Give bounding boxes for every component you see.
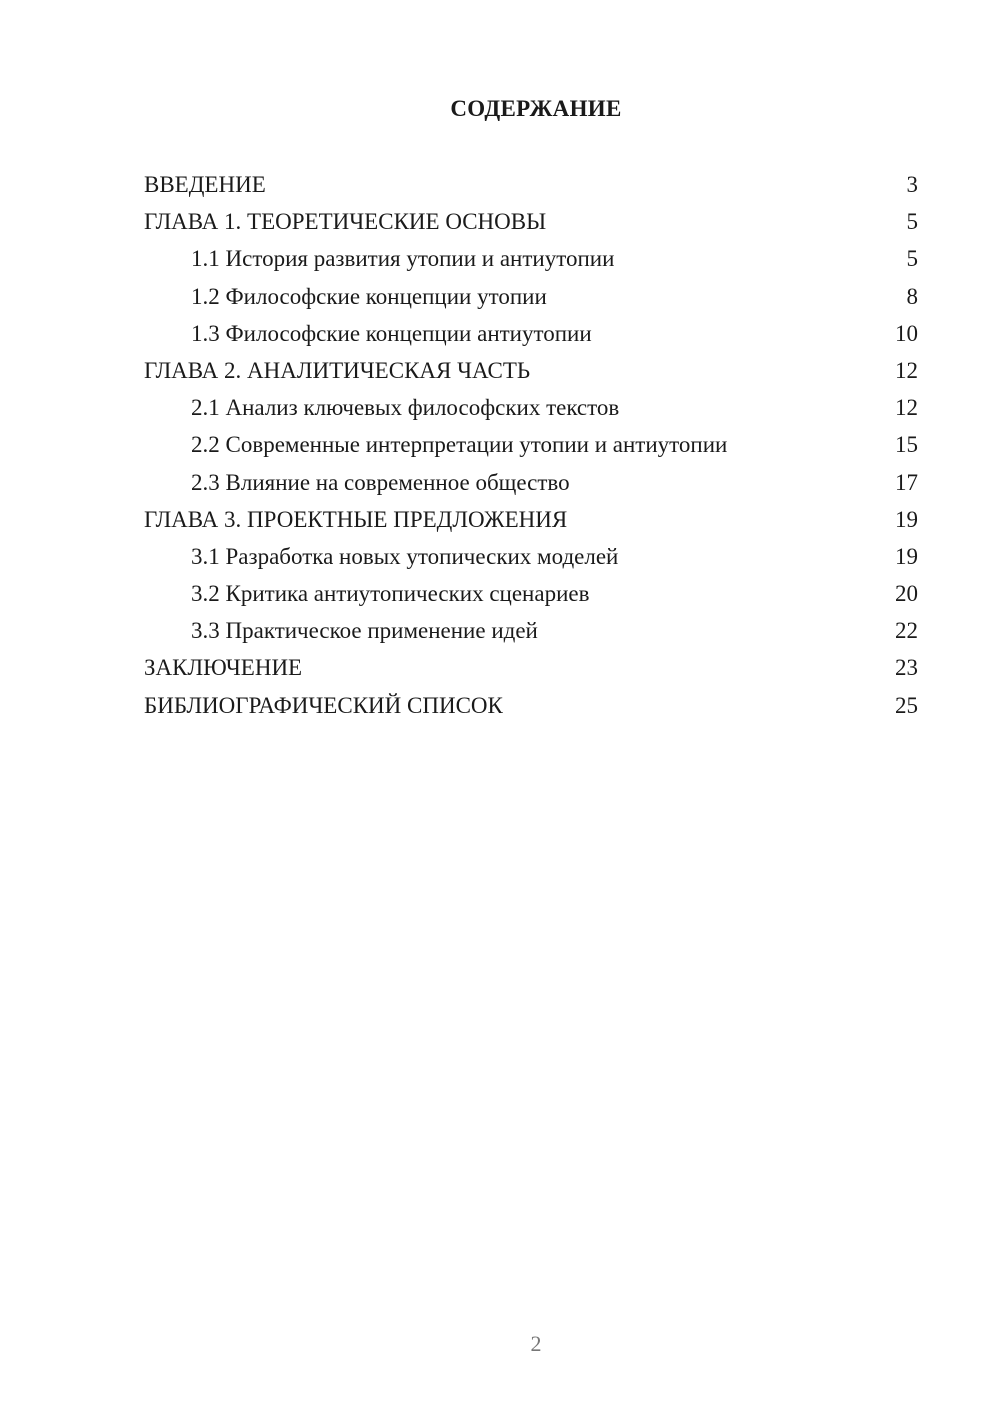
toc-entry-introduction[interactable] [144,166,918,203]
toc-entry-text: ВВЕДЕНИЕ [144,172,266,197]
toc-entry-page: 12 [895,395,918,421]
toc-entry-section-3-1[interactable] [144,538,918,575]
toc-entry-chapter-2[interactable] [144,352,918,389]
page-number: 2 [530,1331,542,1356]
toc-entry-page: 5 [906,246,918,272]
toc-entry-conclusion[interactable] [144,649,918,686]
toc-entry-section-1-2[interactable] [144,278,918,315]
page-title: СОДЕРЖАНИЕ [450,96,622,121]
toc-entry-page: 19 [895,506,918,532]
toc-entry-page: 23 [895,655,918,681]
table-of-contents [144,166,918,724]
toc-entry-text: 1.2 Философские концепции утопии [191,283,547,309]
toc-entry-text: 2.1 Анализ ключевых философских текстов [191,395,620,421]
toc-entry-text: 3.3 Практическое применение идей [191,618,538,644]
toc-entry-text: 3.2 Критика антиутопических сценариев [191,581,590,607]
toc-entry-page: 12 [895,357,918,383]
toc-entry-text: ЗАКЛЮЧЕНИЕ [144,655,303,681]
toc-entry-text: 2.3 Влияние на современное общество [191,469,570,495]
toc-entry-section-1-1[interactable] [144,240,918,277]
toc-entry-section-3-2[interactable] [144,575,918,612]
toc-entry-page: 25 [895,692,918,718]
toc-entry-chapter-1[interactable] [144,203,918,240]
toc-entry-page: 15 [895,432,918,458]
toc-entry-text: БИБЛИОГРАФИЧЕСКИЙ СПИСОК [144,692,503,718]
toc-entry-section-1-3[interactable] [144,315,918,352]
toc-entry-page: 17 [895,469,918,495]
toc-entry-page: 3 [906,172,918,197]
toc-entry-text: 2.2 Современные интерпретации утопии и антиутопии [191,432,728,458]
toc-entry-text: 3.1 Разработка новых утопических моделей [191,543,619,569]
toc-entry-page: 8 [906,283,918,309]
toc-entry-text: ГЛАВА 1. ТЕОРЕТИЧЕСКИЕ ОСНОВЫ [144,209,547,235]
toc-entry-page: 22 [895,618,918,644]
toc-entry-page: 10 [895,320,918,346]
toc-entry-section-2-1[interactable] [144,389,918,426]
toc-entry-text: ГЛАВА 2. АНАЛИТИЧЕСКАЯ ЧАСТЬ [144,357,531,383]
toc-entry-section-2-3[interactable] [144,464,918,501]
toc-entry-page: 19 [895,543,918,569]
toc-entry-text: 1.1 История развития утопии и антиутопии [191,246,615,272]
toc-entry-bibliography[interactable] [144,687,918,724]
toc-entry-page: 5 [906,209,918,235]
toc-entry-chapter-3[interactable] [144,501,918,538]
toc-entry-text: 1.3 Философские концепции антиутопии [191,320,592,346]
toc-entry-section-2-2[interactable] [144,426,918,463]
toc-entry-page: 20 [895,581,918,607]
toc-entry-text: ГЛАВА 3. ПРОЕКТНЫЕ ПРЕДЛОЖЕНИЯ [144,506,568,532]
toc-entry-section-3-3[interactable] [144,612,918,649]
